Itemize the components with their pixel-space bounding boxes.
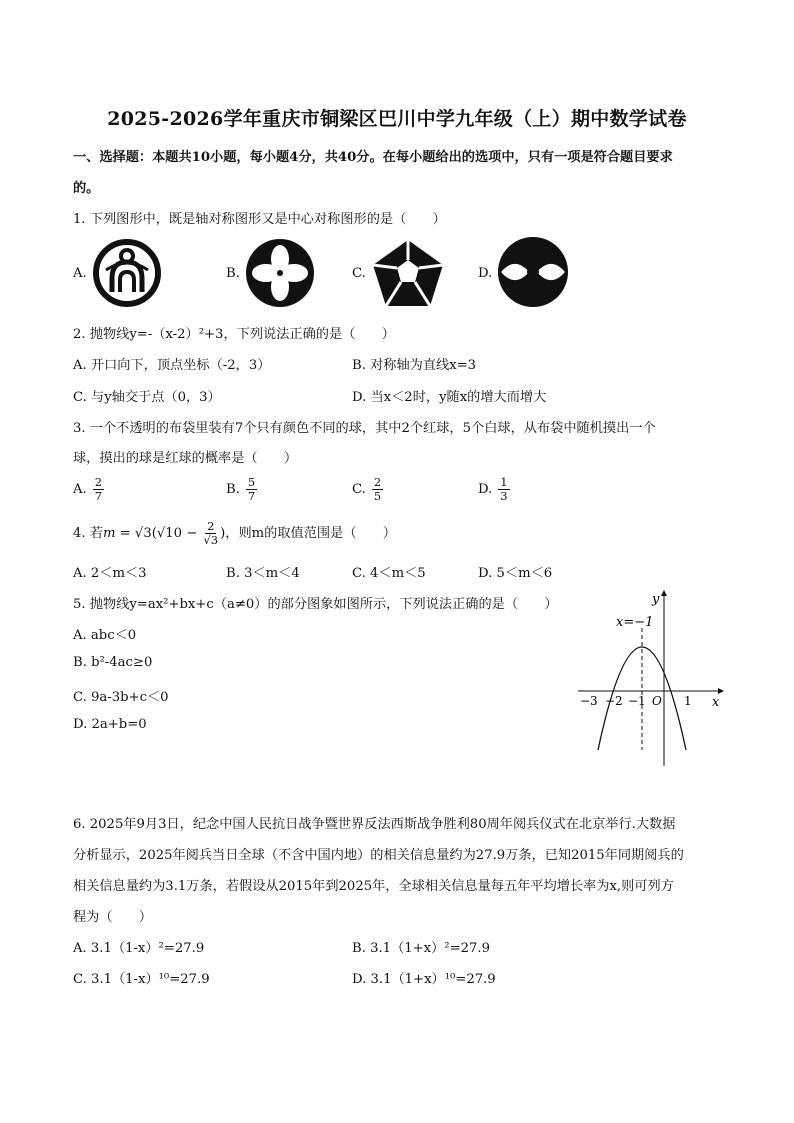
q3-option-a: A. $\frac{2}{7}$	[73, 475, 103, 503]
yin-yang-wave-icon	[497, 236, 569, 308]
q3-option-c: C. $\frac{2}{5}$	[352, 475, 382, 503]
q2-stem: 2. 抛物线y=-（x-2）²+3，下列说法正确的是（ ）	[73, 327, 395, 342]
x-axis-label: x	[712, 695, 720, 710]
symmetry-line-label: x=−1	[616, 615, 654, 630]
q6-line4: 程为（ ）	[73, 910, 153, 925]
q5-option-b: B. b²-4ac≥0	[73, 655, 153, 670]
origin-label: O	[652, 694, 662, 708]
q3-stem-line1: 3. 一个不透明的布袋里装有7个只有颜色不同的球，其中2个红球，5个白球，从布袋中随机摸出一个	[73, 421, 656, 436]
q6-option-b: B. 3.1（1+x）²=27.9	[352, 941, 490, 956]
section-heading-line2: 的。	[73, 181, 100, 196]
q1-option-c-label: C.	[352, 266, 366, 281]
q5-stem: 5. 抛物线y=ax²+bx+c（a≠0）的部分图象如图所示，下列说法正确的是（ ）	[73, 597, 558, 612]
q4-option-c: C. 4＜m＜5	[352, 566, 426, 581]
q2-option-c: C. 与y轴交于点（0，3）	[73, 390, 221, 405]
tick-label-1: 1	[684, 694, 692, 708]
q4-option-d: D. 5＜m＜6	[478, 566, 553, 581]
q5-option-a: A. abc＜0	[73, 628, 137, 643]
q3-option-d: D. $\frac{1}{3}$	[478, 475, 508, 503]
q5-option-d: D. 2a+b=0	[73, 717, 147, 732]
page-title: 2025-2026学年重庆市铜梁区巴川中学九年级（上）期中数学试卷	[107, 108, 687, 130]
q1-option-d-label: D.	[478, 266, 493, 281]
tick-label-neg3: −3	[580, 694, 598, 708]
q3-stem-line2: 球，摸出的球是红球的概率是（ ）	[73, 451, 298, 466]
q2-option-d: D. 当x＜2时，y随x的增大而增大	[352, 390, 547, 405]
tick-label-neg2: −2	[605, 694, 623, 708]
q1-option-b-label: B.	[226, 266, 240, 281]
q1-stem: 1. 下列图形中，既是轴对称图形又是中心对称图形的是（ ）	[73, 212, 446, 227]
y-axis-label: y	[652, 592, 660, 607]
q5-option-c: C. 9a-3b+c＜0	[73, 690, 169, 705]
q6-line2: 分析显示，2025年阅兵当日全球（不含中国内地）的相关信息量约为27.9万条，已知2015年同期阅兵的	[73, 848, 684, 863]
q1-option-a-label: A.	[73, 266, 87, 281]
q2-option-b: B. 对称轴为直线x=3	[352, 358, 477, 373]
q2-option-a: A. 开口向下，顶点坐标（-2，3）	[73, 358, 271, 373]
parabola-graph	[572, 588, 724, 770]
q6-option-d: D. 3.1（1+x）¹⁰=27.9	[352, 972, 496, 987]
q4-option-b: B. 3＜m＜4	[226, 566, 300, 581]
q6-option-c: C. 3.1（1-x）¹⁰=27.9	[73, 972, 210, 987]
q6-line1: 6. 2025年9月3日，纪念中国人民抗日战争暨世界反法西斯战争胜利80周年阅兵仪式在北京举行.大数据	[73, 817, 676, 832]
tick-label-neg1: −1	[628, 694, 646, 708]
emblem-icon	[92, 238, 162, 308]
section-heading-line1: 一、选择题：本题共10小题，每小题4分，共40分。在每小题给出的选项中，只有一项是符合题目要求	[73, 150, 673, 165]
pentagon-petal-icon	[371, 238, 445, 308]
q3-option-b: B. $\frac{5}{7}$	[226, 475, 256, 503]
q6-line3: 相关信息量约为3.1万条，若假设从2015年到2025年，全球相关信息量每五年平均增长率为x,则可列方	[73, 879, 674, 894]
four-petal-circle-icon	[245, 238, 315, 308]
q6-option-a: A. 3.1（1-x）²=27.9	[73, 941, 205, 956]
q4-stem: 4. 若m = √3(√10 − $\frac{2}{√3}$ )，则m的取值范围是（ ）	[73, 519, 397, 547]
q4-option-a: A. 2＜m＜3	[73, 566, 147, 581]
